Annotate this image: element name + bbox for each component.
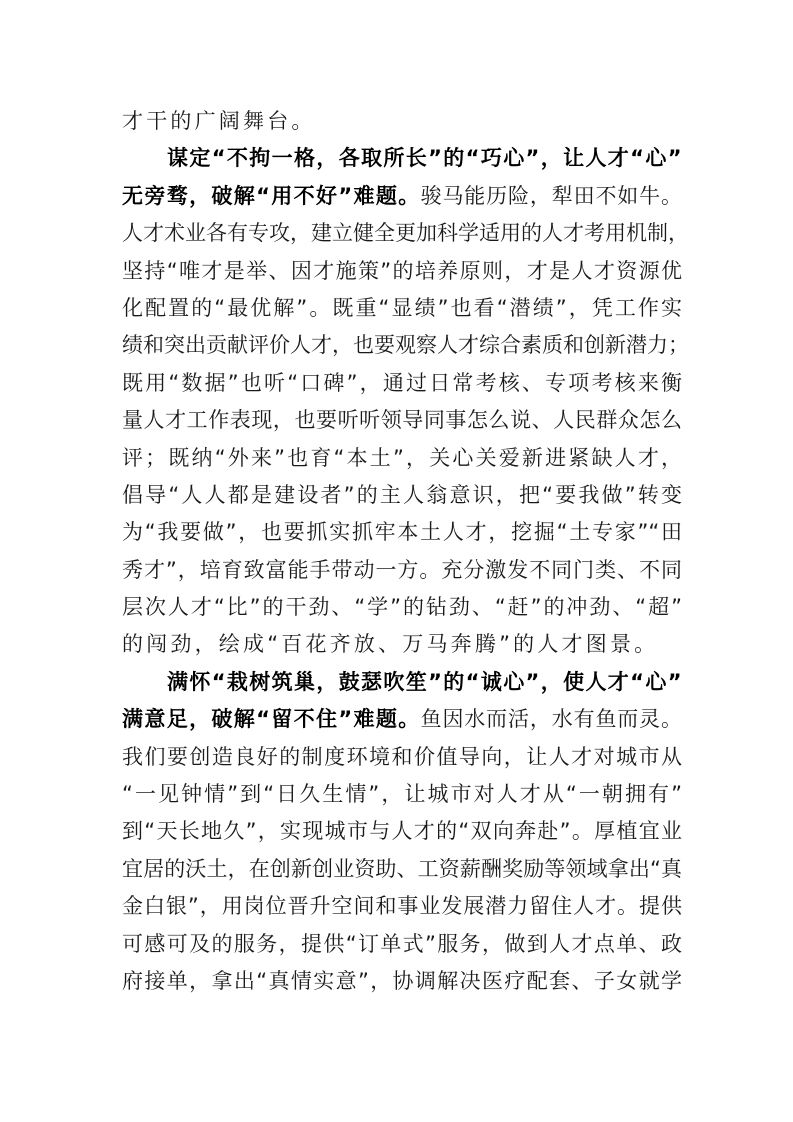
text-span: 坚持“唯才是举、因才施策”的培养原则，才是人才资源优 (122, 258, 682, 283)
text-span: 可感可及的服务，提供“订单式”服务，做到人才点单、政 (122, 931, 682, 956)
text-line (122, 776, 682, 813)
text-span: 绩和突出贡献评价人才，也要观察人才综合素质和创新潜力； (122, 333, 689, 358)
bold-heading: 满意足，破解“留不住”难题。 (122, 707, 421, 732)
text-span: 金白银”，用岗位晋升空间和事业发展潜力留住人才。提供 (122, 894, 682, 919)
text-line (122, 290, 682, 327)
bold-heading: 无旁骛，破解“用不好”难题。 (122, 183, 421, 208)
text-line (122, 365, 682, 402)
text-span: “一见钟情”到“日久生情”，让城市对人才从“一朝拥有” (122, 782, 682, 807)
document-page (122, 103, 689, 1000)
text-line (122, 514, 682, 551)
text-span: 既用“数据”也听“口碑”，通过日常考核、专项考核来衡 (122, 370, 682, 395)
text-span: 才干的广阔舞台。 (122, 109, 316, 133)
text-line (122, 178, 682, 215)
bold-heading: 满怀“栽树筑巢，鼓瑟吹笙”的“诚心”，使人才“心” (167, 669, 682, 694)
text-span: 为“我要做”，也要抓实抓牢本土人才，挖掘“土专家”“田 (122, 520, 682, 545)
text-line (122, 926, 682, 963)
text-line (122, 215, 689, 252)
text-span: 秀才”，培育致富能手带动一方。充分激发不同门类、不同 (122, 557, 682, 582)
text-line (122, 477, 682, 514)
text-line (122, 402, 682, 439)
text-line (122, 813, 682, 850)
text-line (122, 440, 682, 477)
text-span: 骏马能历险，犁田不如牛。 (420, 183, 683, 208)
paragraph-heading-line (122, 140, 682, 177)
text-span: 量人才工作表现，也要听听领导同事怎么说、人民群众怎么 (122, 408, 682, 433)
paragraph-heading-line (122, 664, 682, 701)
text-line (122, 888, 682, 925)
text-line (122, 701, 682, 738)
text-span: 人才术业各有专攻，建立健全更加科学适用的人才考用机制， (122, 221, 689, 246)
text-span: 评；既纳“外来”也育“本土”，关心关爱新进紧缺人才， (122, 445, 682, 470)
text-line (122, 253, 682, 290)
text-line (122, 103, 682, 140)
text-span: 层次人才“比”的干劲、“学”的钻劲、“赶”的冲劲、“超” (122, 595, 682, 620)
text-span: 我们要创造良好的制度环境和价值导向，让人才对城市从 (122, 744, 682, 769)
text-line (122, 851, 682, 888)
text-line (122, 739, 682, 776)
text-span: 倡导“人人都是建设者”的主人翁意识，把“要我做”转变 (122, 482, 682, 507)
text-line (122, 327, 689, 364)
text-span: 的闯劲，绘成“百花齐放、万马奔腾”的人才图景。 (122, 632, 659, 657)
text-line (122, 626, 682, 663)
text-span: 到“天长地久”，实现城市与人才的“双向奔赴”。厚植宜业 (122, 819, 682, 844)
text-span: 宜居的沃土，在创新创业资助、工资薪酬奖励等领域拿出“真 (122, 856, 682, 881)
text-line (122, 589, 682, 626)
text-line (122, 552, 682, 589)
text-line (122, 963, 682, 1000)
text-span: 府接单，拿出“真情实意”，协调解决医疗配套、子女就学 (122, 968, 682, 993)
bold-heading: 谋定“不拘一格，各取所长”的“巧心”，让人才“心” (167, 146, 682, 171)
text-span: 化配置的“最优解”。既重“显绩”也看“潜绩”，凭工作实 (122, 295, 682, 320)
text-span: 鱼因水而活，水有鱼而灵。 (420, 707, 683, 732)
